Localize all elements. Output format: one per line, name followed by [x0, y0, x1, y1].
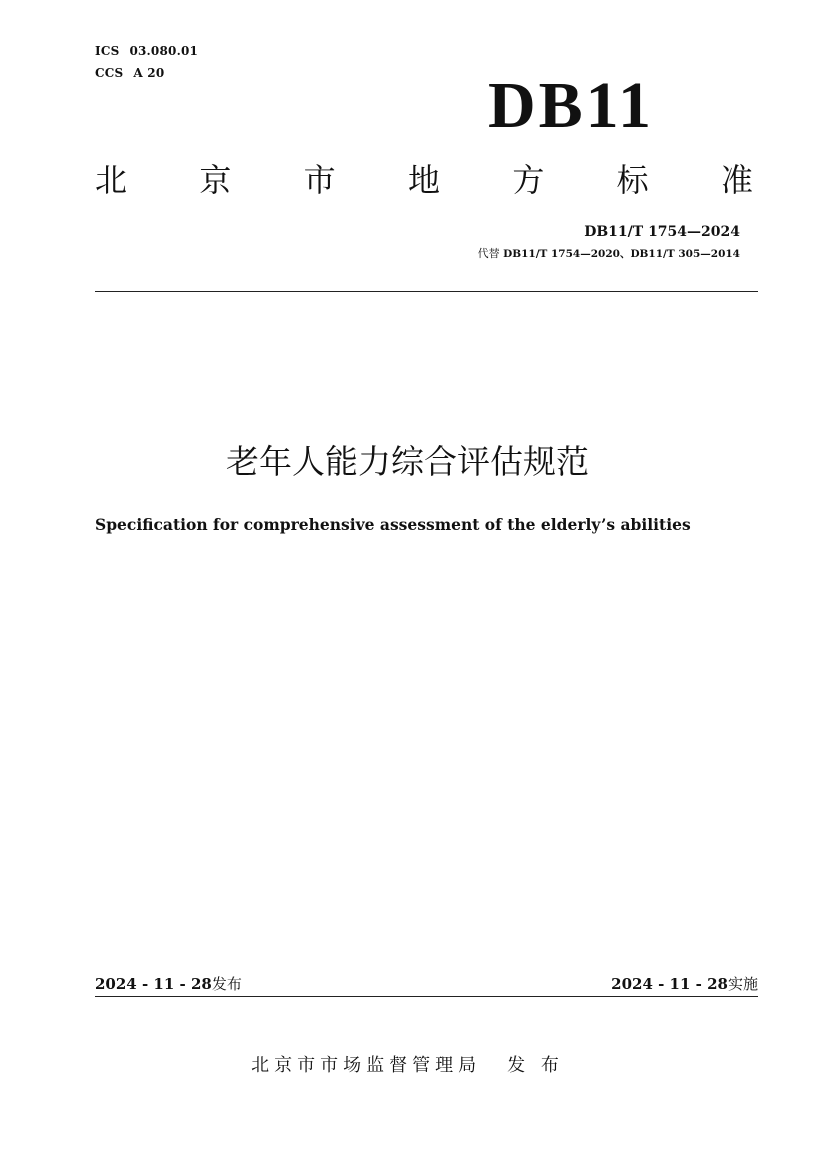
- replaces-line: [478, 246, 740, 262]
- standard-type-char: 地: [407, 161, 440, 199]
- publish-suffix: 发布: [211, 975, 242, 993]
- standard-type-char: 方: [512, 161, 545, 199]
- replaces-label: 代替: [477, 247, 500, 260]
- implement-suffix: 实施: [727, 975, 758, 993]
- replaces-codes: DB11/T 1754—2020、DB11/T 305—2014: [503, 248, 740, 260]
- ics-line: [95, 40, 198, 62]
- standard-type-char: 标: [616, 161, 649, 199]
- classification-codes: [95, 40, 198, 84]
- standard-type-char: 准: [720, 161, 753, 199]
- publish-date: 2024 - 11 - 28: [95, 975, 212, 993]
- ccs-code: A 20: [133, 66, 165, 80]
- top-divider: [95, 291, 758, 292]
- standard-type-char: 京: [199, 161, 232, 199]
- db-code-large: DB11: [488, 69, 655, 142]
- publish-date-line: [95, 973, 242, 995]
- implement-date: 2024 - 11 - 28: [611, 975, 728, 993]
- standard-type-char: 市: [303, 161, 336, 199]
- issue-word: 发 布: [507, 1055, 564, 1076]
- issuer-line: [0, 1053, 815, 1079]
- ics-code: 03.080.01: [129, 44, 199, 58]
- ccs-line: [95, 62, 198, 84]
- implement-date-line: [611, 973, 758, 995]
- title-chinese: 老年人能力综合评估规范: [226, 442, 589, 481]
- issuer-name: 北京市市场监督管理局: [251, 1055, 482, 1076]
- ics-label: ICS: [95, 44, 120, 58]
- standard-type-heading: [95, 160, 753, 200]
- title-english: Specification for comprehensive assessment of the elderly’s abilities: [95, 515, 691, 534]
- ccs-label: CCS: [95, 66, 124, 80]
- standard-number: DB11/T 1754—2024: [584, 224, 740, 240]
- bottom-divider: [95, 996, 758, 997]
- standard-type-char: 北: [95, 161, 128, 199]
